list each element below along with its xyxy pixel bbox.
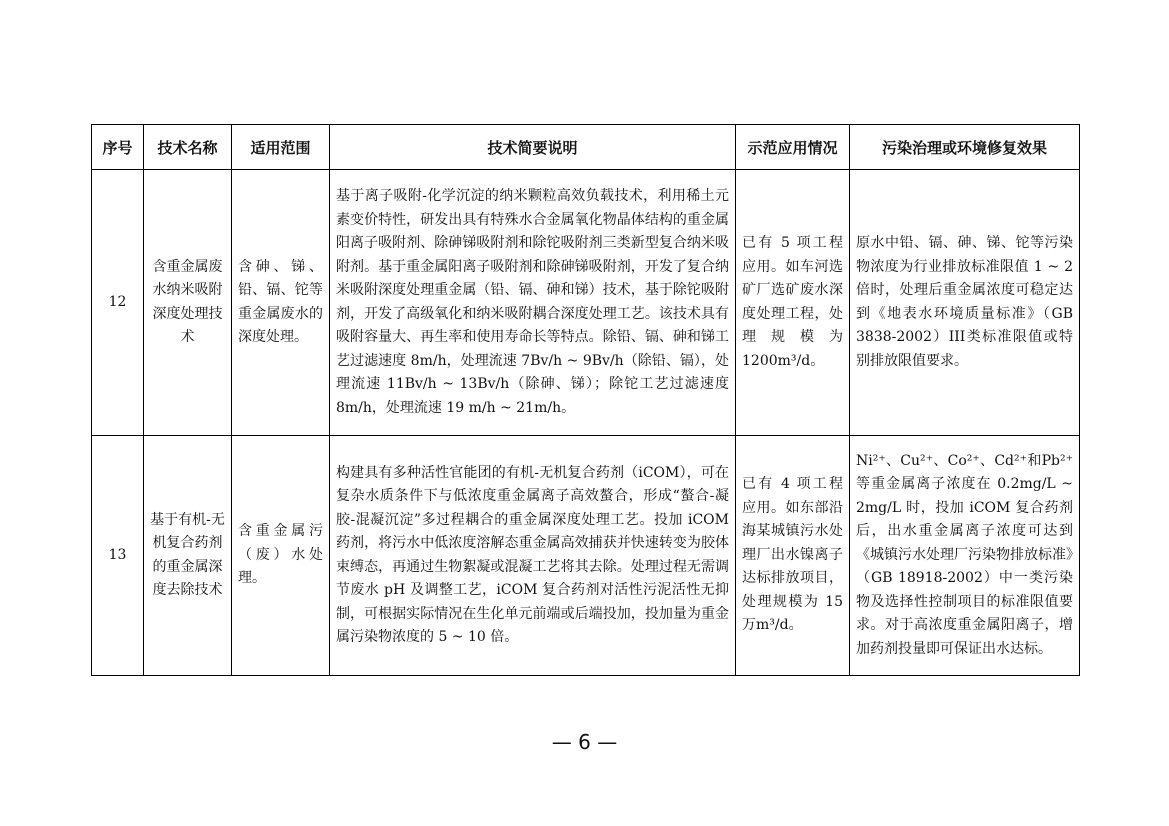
scope: 含重金属污（废）水处理。 — [232, 436, 330, 676]
header-number: 序号 — [92, 125, 144, 170]
application: 已有 5 项工程应用。如车河选矿厂选矿废水深度处理工程，处理规模为 1200m³/d。 — [736, 170, 850, 436]
technology-table — [91, 124, 1080, 676]
header-tech-name: 技术名称 — [144, 125, 232, 170]
application: 已有 4 项工程应用。如东部沿海某城镇污水处理厂出水镍离子达标排放项目，处理规模为 15 万m³/d。 — [736, 436, 850, 676]
page-number: — 6 — — [551, 730, 618, 754]
header-application: 示范应用情况 — [736, 125, 850, 170]
header-description: 技术简要说明 — [330, 125, 736, 170]
table-header-row — [92, 125, 1080, 170]
header-scope: 适用范围 — [232, 125, 330, 170]
tech-name: 含重金属废水纳米吸附深度处理技术 — [144, 170, 232, 436]
table-row — [92, 436, 1080, 676]
header-effect: 污染治理或环境修复效果 — [850, 125, 1080, 170]
description: 基于离子吸附-化学沉淀的纳米颗粒高效负载技术，利用稀土元素变价特性，研发出具有特殊水合金属氧化物晶体结构的重金属阳离子吸附剂、除砷锑吸附剂和除铊吸附剂三类新型复合纳米吸附剂。基于重金属阳离子吸附剂和除砷锑吸附剂，开发了复合纳米吸附深度处理重金属（铅、镉、砷和锑）技术，基于除铊吸附剂，开发了高级氧化和纳米吸附耦合深度处理工艺。该技术具有吸附容量大、再生率和使用寿命长等特点。除铅、镉、砷和锑工艺过滤速度 8m/h，处理流速 7Bv/h ~ 9Bv/h（除铅、镉），处理流速 11Bv/h ~ 13Bv/h（除砷、锑）；除铊工艺过滤速度 8m/h，处理流速 19 m/h ~ 21m/h。 — [330, 170, 736, 436]
description: 构建具有多种活性官能团的有机-无机复合药剂（iCOM），可在复杂水质条件下与低浓度重金属离子高效螯合，形成“螯合-凝胶-混凝沉淀”多过程耦合的重金属深度处理工艺。投加 iCOM 药剂，将污水中低浓度溶解态重金属高效捕获并快速转变为胶体束缚态，再通过生物絮凝或混凝工艺将其去除。处理过程无需调节废水 pH 及调整工艺，iCOM 复合药剂对活性污泥活性无抑制，可根据实际情况在生化单元前端或后端投加，投加量为重金属污染物浓度的 5 ~ 10 倍。 — [330, 436, 736, 676]
table-row — [92, 170, 1080, 436]
effect: 原水中铅、镉、砷、锑、铊等污染物浓度为行业排放标准限值 1 ~ 2 倍时，处理后重金属浓度可稳定达到《地表水环境质量标准》（GB 3838-2002）III类标准限值或特别排放限值要求。 — [850, 170, 1080, 436]
effect: Ni²⁺、Cu²⁺、Co²⁺、Cd²⁺和Pb²⁺等重金属离子浓度在 0.2mg/L ~ 2mg/L 时，投加 iCOM 复合药剂后，出水重金属离子浓度可达到《城镇污水处理厂污染物排放标准》（GB 18918-2002）中一类污染物及选择性控制项目的标准限值要求。对于高浓度重金属阳离子，增加药剂投量即可保证出水达标。 — [850, 436, 1080, 676]
row-number: 13 — [92, 436, 144, 676]
scope: 含砷、锑、铅、镉、铊等重金属废水的深度处理。 — [232, 170, 330, 436]
tech-name: 基于有机-无机复合药剂的重金属深度去除技术 — [144, 436, 232, 676]
row-number: 12 — [92, 170, 144, 436]
